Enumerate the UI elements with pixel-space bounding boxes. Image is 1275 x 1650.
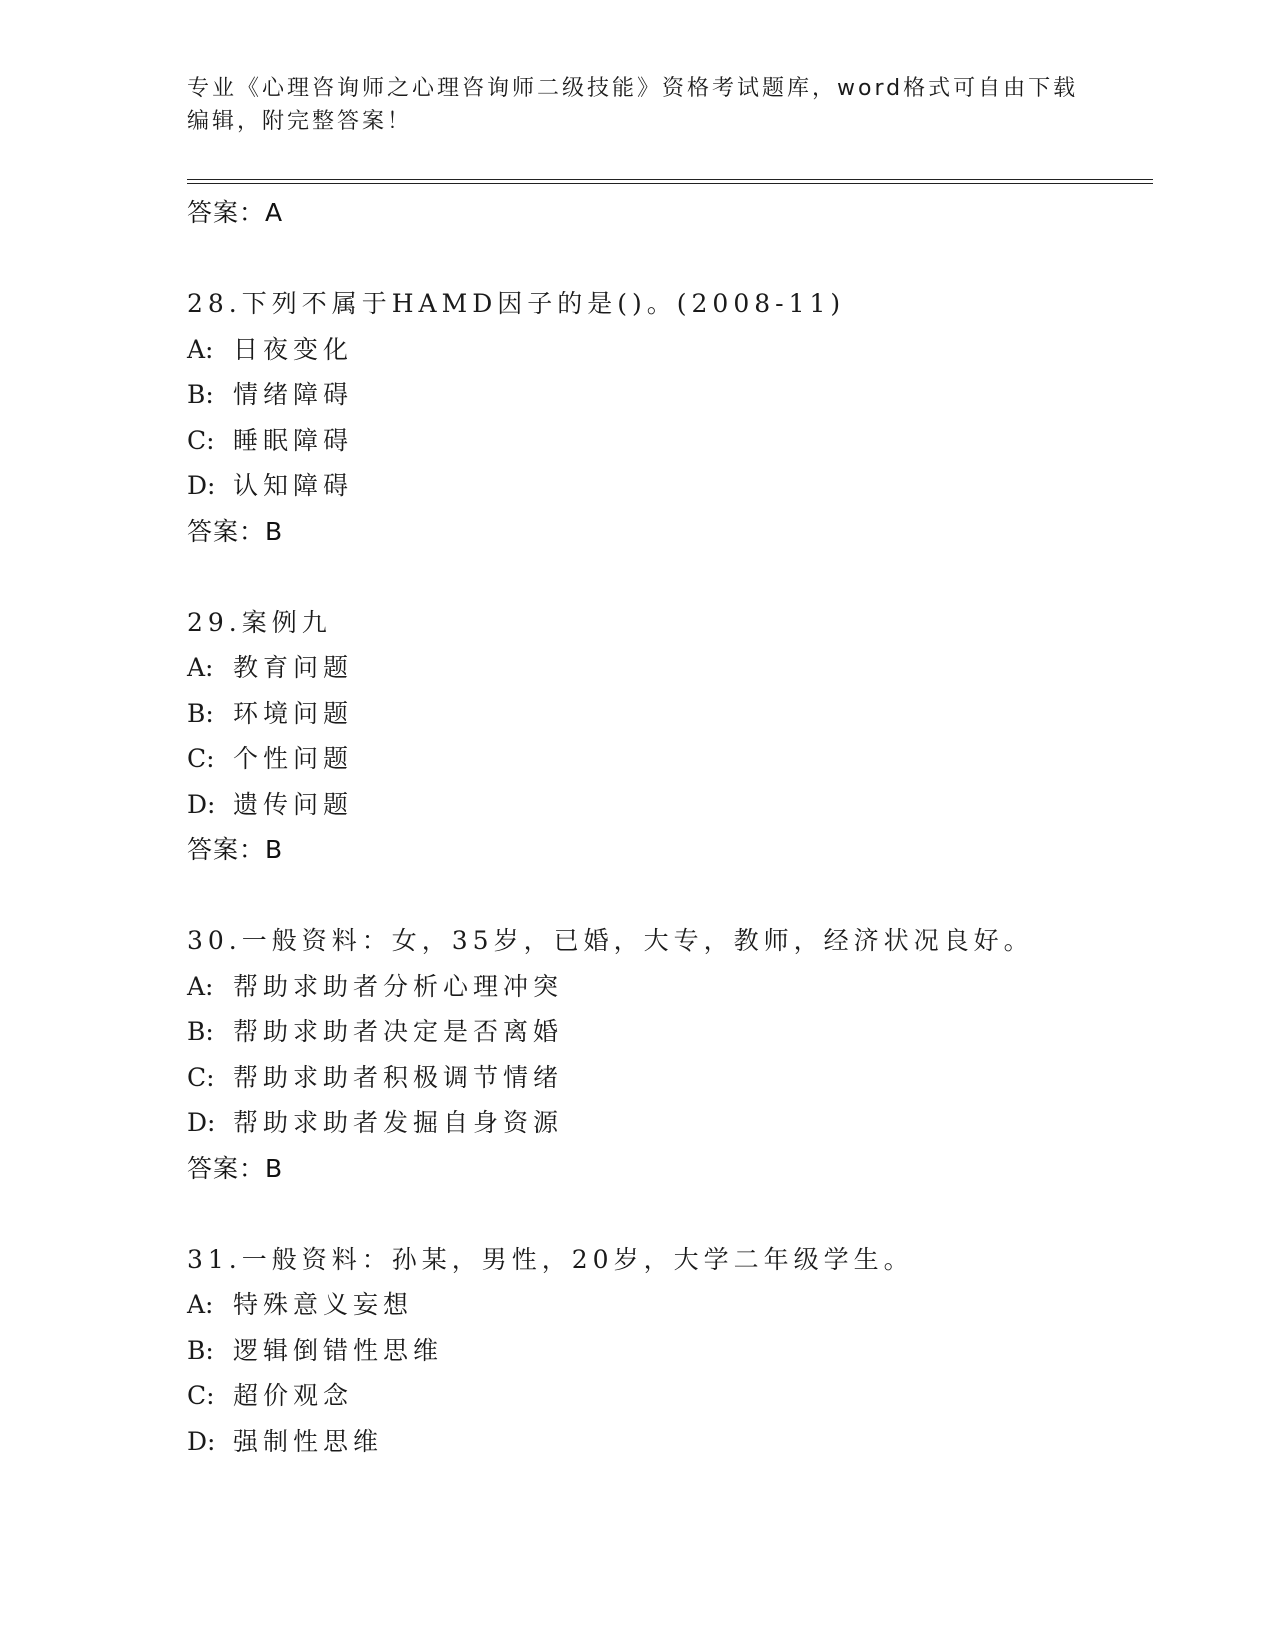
option-text: 帮助求助者决定是否离婚 (233, 1017, 564, 1046)
option-letter: B: (187, 1335, 214, 1365)
option-letter: C: (187, 1062, 215, 1092)
option-a (187, 1282, 1137, 1328)
option-text: 情绪障碍 (233, 380, 354, 409)
option-c (187, 1055, 1137, 1101)
option-letter: C: (187, 744, 215, 773)
question-28 (187, 281, 1137, 554)
option-b (187, 691, 1137, 737)
header-line-2: 编辑，附完整答案！ (187, 109, 413, 134)
option-letter: D: (187, 1426, 216, 1456)
option-letter: A: (187, 653, 214, 682)
option-b (187, 1328, 1137, 1374)
document-header (187, 72, 1079, 138)
option-text: 特殊意义妄想 (233, 1290, 414, 1319)
option-text: 日夜变化 (233, 334, 354, 364)
option-letter: B: (187, 380, 214, 409)
option-text: 环境问题 (233, 698, 354, 728)
option-letter: D: (187, 789, 216, 819)
option-a (187, 645, 1137, 691)
option-text: 逻辑倒错性思维 (233, 1335, 444, 1365)
option-letter: A: (187, 971, 214, 1001)
option-letter: D: (187, 471, 216, 500)
option-text: 认知障碍 (233, 471, 354, 500)
option-text: 睡眠障碍 (233, 425, 354, 455)
option-text: 强制性思维 (233, 1426, 384, 1456)
option-d (187, 463, 1137, 509)
option-text: 个性问题 (233, 744, 354, 773)
option-letter: B: (187, 1017, 214, 1046)
option-text: 教育问题 (233, 653, 354, 682)
option-b (187, 372, 1137, 418)
option-text: 遗传问题 (233, 789, 354, 819)
option-text: 帮助求助者积极调节情绪 (233, 1062, 564, 1092)
question-31 (187, 1237, 1137, 1465)
option-letter: C: (187, 425, 215, 455)
question-list (187, 190, 1137, 1464)
option-letter: D: (187, 1108, 216, 1137)
option-a (187, 964, 1137, 1010)
question-30 (187, 918, 1137, 1191)
question-stem: 31.一般资料：孙某，男性，20岁，大学二年级学生。 (187, 1244, 914, 1274)
option-c (187, 736, 1137, 782)
answer-line: 答案：B (187, 835, 284, 864)
answer-line: 答案：A (187, 198, 284, 227)
option-b (187, 1009, 1137, 1055)
option-text: 帮助求助者分析心理冲突 (233, 971, 564, 1001)
header-line-1: 专业《心理咨询师之心理咨询师二级技能》资格考试题库，word格式可自由下载 (187, 76, 1079, 101)
question-stem: 28.下列不属于HAMD因子的是()。(2008-11) (187, 289, 846, 318)
header-divider-bottom (187, 183, 1153, 184)
option-d (187, 1100, 1137, 1146)
option-letter: B: (187, 698, 214, 728)
option-text: 超价观念 (233, 1381, 354, 1410)
option-d (187, 782, 1137, 828)
option-d (187, 1419, 1137, 1465)
option-text: 帮助求助者发掘自身资源 (233, 1108, 564, 1137)
header-divider-top (187, 179, 1153, 180)
option-c (187, 418, 1137, 464)
option-letter: A: (187, 334, 214, 364)
answer-line: 答案：B (187, 516, 284, 546)
answer-line: 答案：B (187, 1153, 284, 1183)
question-stem: 30.一般资料：女，35岁，已婚，大专，教师，经济状况良好。 (187, 926, 1034, 955)
option-a (187, 327, 1137, 373)
question-29 (187, 600, 1137, 873)
question-stem: 29.案例九 (187, 607, 332, 637)
option-c (187, 1373, 1137, 1419)
option-letter: A: (187, 1290, 214, 1319)
option-letter: C: (187, 1381, 215, 1410)
